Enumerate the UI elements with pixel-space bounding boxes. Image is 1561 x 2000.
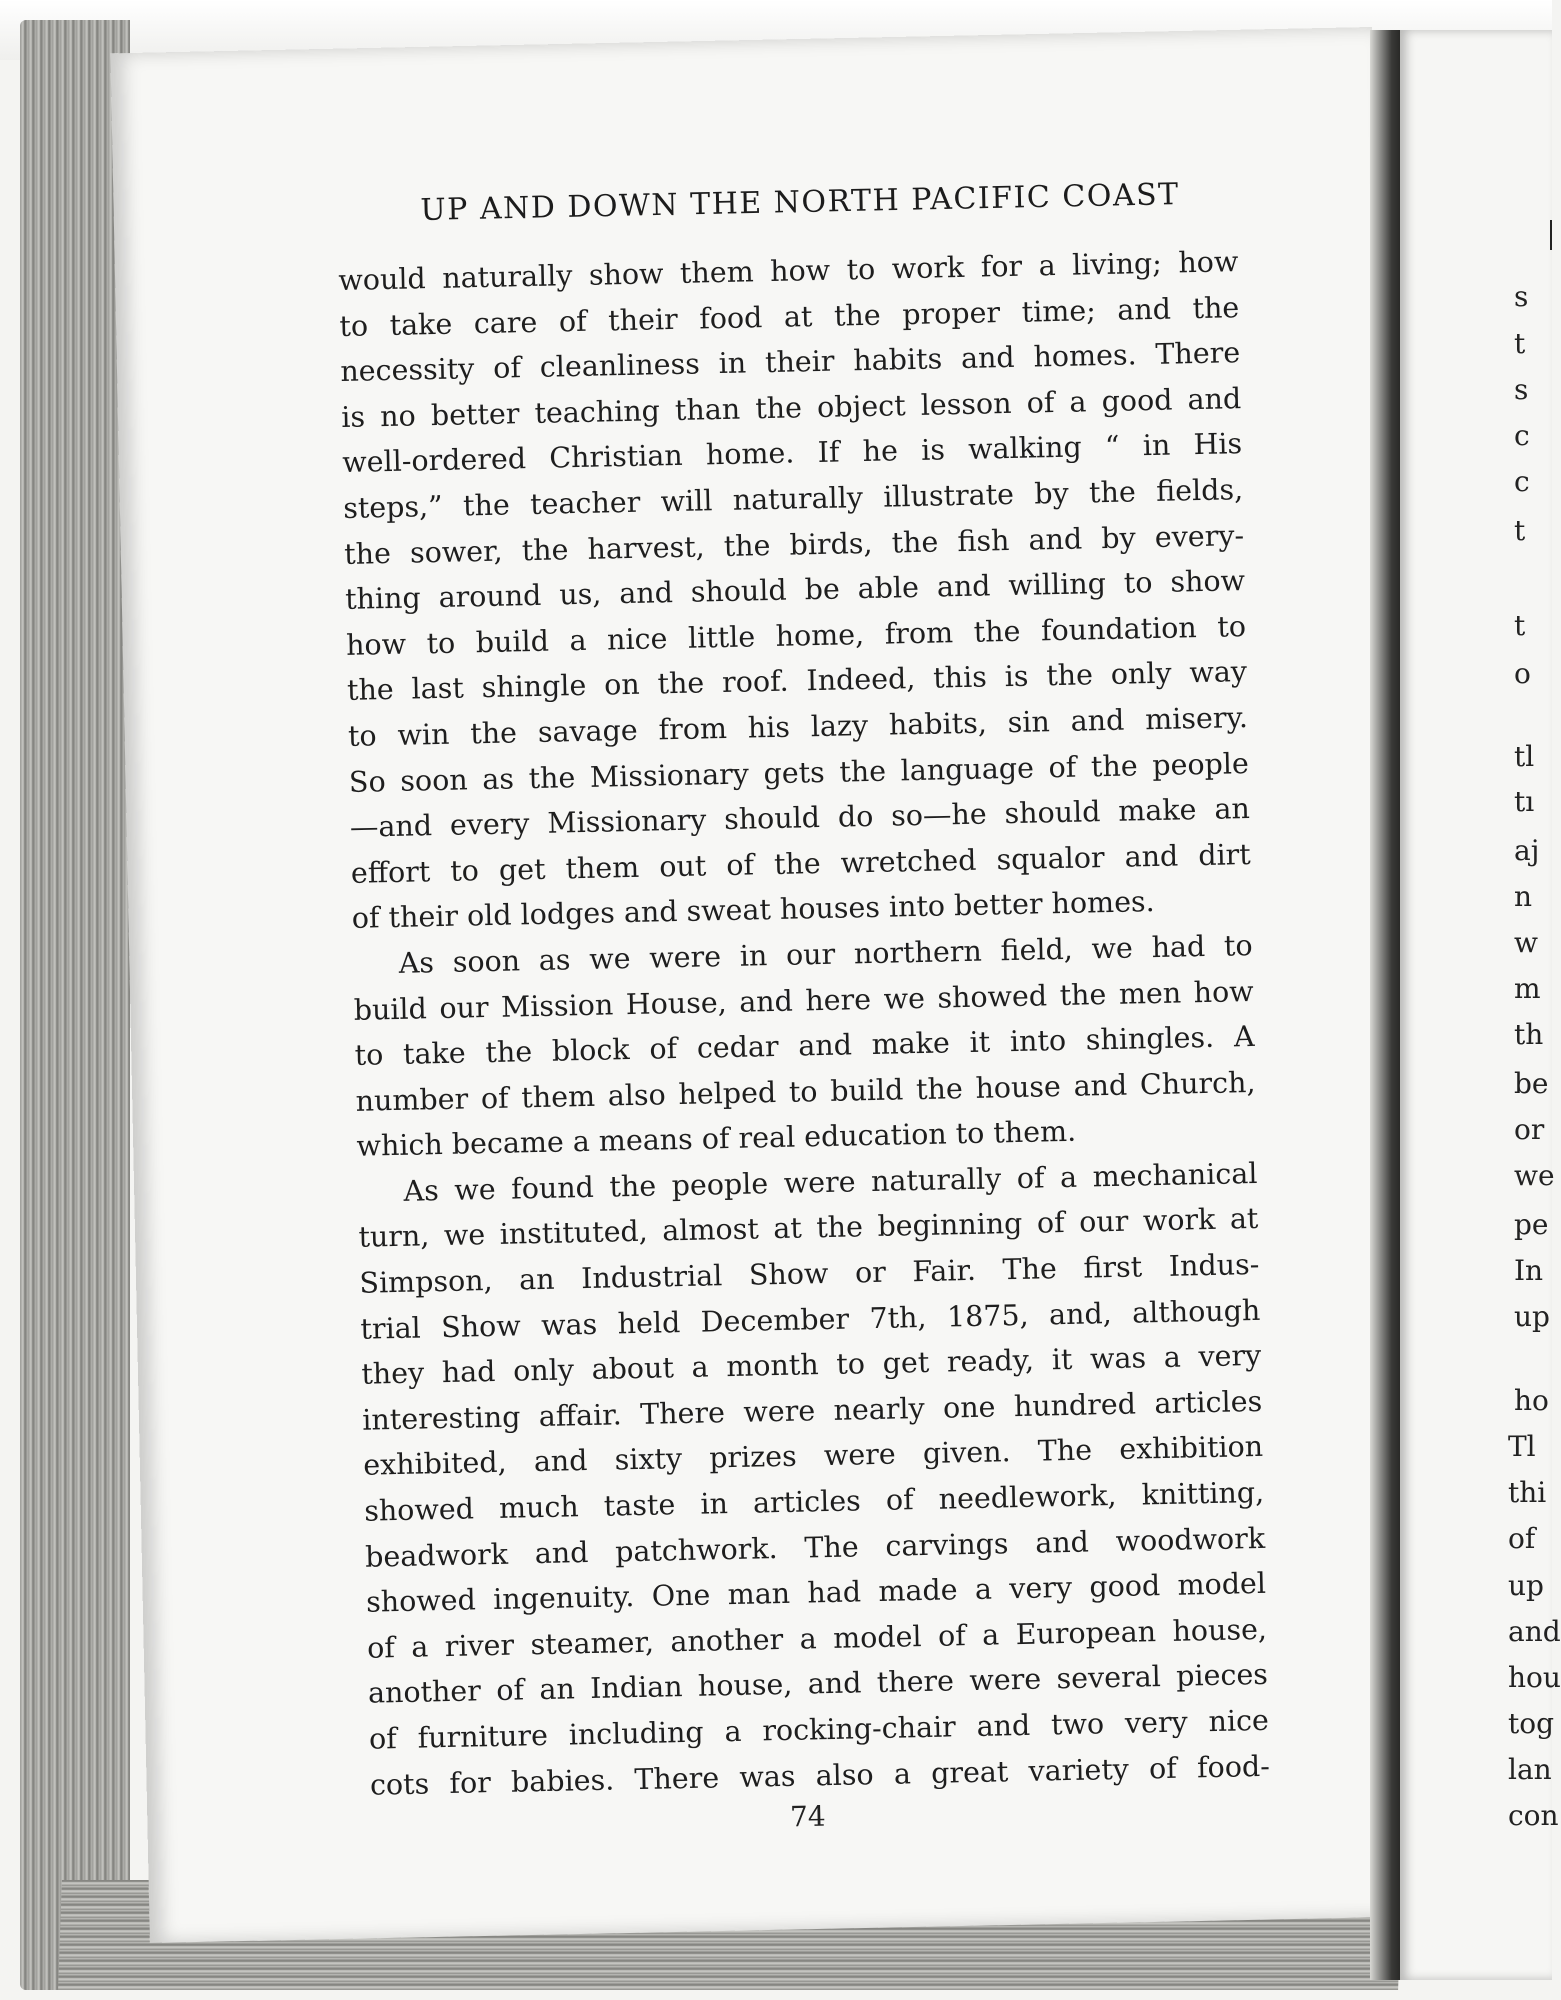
text-line: well-ordered Christian home. If he is walking “ in His	[341, 427, 1243, 480]
text-line: build our Mission House, and here we showed the men how	[353, 974, 1254, 1027]
right-page-text-fragment: c	[1514, 465, 1530, 499]
text-line: —and every Missionary should do so—he should make an	[349, 792, 1251, 844]
right-page-text-fragment: and	[1508, 1614, 1561, 1648]
text-line: turn, we instituted, almost at the beginning of our work at	[358, 1202, 1259, 1255]
right-page-text-fragment: lan	[1508, 1752, 1552, 1786]
text-line: number of them also helped to build the house and Church,	[355, 1065, 1256, 1118]
right-page-text-fragment: Tl	[1508, 1430, 1536, 1464]
right-page-text-fragment: s	[1514, 279, 1529, 313]
right-page-text-fragment: we	[1514, 1158, 1555, 1192]
text-line: thing around us, and should be able and willing to show	[344, 564, 1246, 617]
text-line: of furniture including a rocking-chair and two very nice	[368, 1703, 1270, 1756]
text-line: steps,” the teacher will naturally illustrate by the fields,	[342, 473, 1244, 525]
right-page-text-fragment: tog	[1508, 1706, 1555, 1740]
text-line: to win the savage from his lazy habits, sin and misery.	[347, 700, 1249, 753]
text-line: showed much taste in articles of needlework, knitting,	[363, 1475, 1265, 1528]
right-page	[1400, 30, 1561, 1980]
right-page-text-fragment: In	[1514, 1253, 1544, 1287]
right-page-text-fragment: con	[1508, 1798, 1559, 1832]
text-line: would naturally show them how to work for a living; how	[338, 245, 1239, 297]
right-page-text-fragment: of	[1508, 1522, 1536, 1556]
body-text	[338, 239, 1270, 1808]
text-line: cots for babies. There was also a great variety of food-	[369, 1749, 1271, 1802]
text-line: As we found the people were naturally of a mechanical	[403, 1156, 1258, 1208]
text-line: they had only about a month to get ready, it was a very	[361, 1339, 1262, 1392]
text-line: So soon as the Missionary gets the language of the people	[348, 746, 1250, 799]
text-line: beadwork and patchwork. The carvings and woodwork	[364, 1521, 1266, 1574]
right-page-text-fragment: t	[1514, 608, 1526, 642]
text-line: showed ingenuity. One man had made a very good model	[365, 1567, 1267, 1619]
text-line: exhibited, and sixty prizes were given. The exhibition	[362, 1430, 1264, 1483]
right-page-text-fragment: ho	[1514, 1384, 1549, 1418]
text-line: of their old lodges and sweat houses into better homes.	[351, 885, 1156, 936]
text-line: trial Show was held December 7th, 1875, and, although	[360, 1293, 1261, 1346]
text-line: As soon as we were in our northern field, we had to	[398, 928, 1253, 980]
right-running-head-fragment	[1550, 220, 1552, 250]
text-line: to take care of their food at the proper time; and the	[339, 290, 1240, 343]
right-page-text-fragment: t	[1514, 326, 1526, 360]
right-page-text-fragment: s	[1514, 373, 1529, 407]
text-line: which became a means of real education to them.	[356, 1115, 1077, 1164]
text-line: Simpson, an Industrial Show or Fair. The first Indus-	[359, 1247, 1260, 1300]
text-line: of a river steamer, another a model of a European house,	[366, 1612, 1268, 1665]
right-page-text-fragment: o	[1514, 657, 1531, 691]
page-number: 74	[789, 1799, 826, 1834]
right-page-text-fragment: thi	[1508, 1476, 1547, 1510]
right-page-text-fragment: th	[1514, 1018, 1544, 1052]
page-edges-left	[20, 20, 130, 1990]
right-page-text-fragment: be	[1514, 1066, 1549, 1100]
text-line: effort to get them out of the wretched squalor and dirt	[350, 837, 1252, 890]
text-line: how to build a nice little home, from the foundation to	[345, 609, 1247, 662]
right-page-text-fragment: m	[1514, 972, 1541, 1006]
right-page-text-fragment: up	[1514, 1299, 1550, 1333]
right-page-text-fragment: or	[1514, 1112, 1545, 1146]
right-page-text-fragment: n	[1514, 879, 1533, 913]
right-page-text-fragment: t	[1514, 513, 1526, 547]
text-line: to take the block of cedar and make it into shingles. A	[354, 1020, 1255, 1072]
right-page-text-fragment: w	[1514, 926, 1538, 959]
text-line: interesting affair. There were nearly one hundred articles	[361, 1384, 1263, 1437]
right-page-text-fragment: aj	[1514, 833, 1540, 867]
right-page-text-fragment: c	[1514, 419, 1530, 453]
text-line: the last shingle on the roof. Indeed, this is the only way	[346, 655, 1248, 708]
text-line: necessity of cleanliness in their habits and homes. There	[340, 336, 1241, 389]
text-line: the sower, the harvest, the birds, the fish and by every-	[343, 518, 1245, 571]
right-page-text-fragment: hou	[1508, 1660, 1561, 1694]
running-head: UP AND DOWN THE NORTH PACIFIC COAST	[420, 177, 1180, 228]
right-page-text-fragment: pe	[1514, 1207, 1549, 1241]
text-line: is no better teaching than the object lesson of a good and	[340, 381, 1242, 434]
right-page-text-fragment: tı	[1514, 785, 1535, 819]
right-page-text-fragment: up	[1508, 1568, 1544, 1602]
text-line: another of an Indian house, and there were several pieces	[367, 1658, 1269, 1711]
right-page-text-fragment: tl	[1514, 740, 1535, 774]
